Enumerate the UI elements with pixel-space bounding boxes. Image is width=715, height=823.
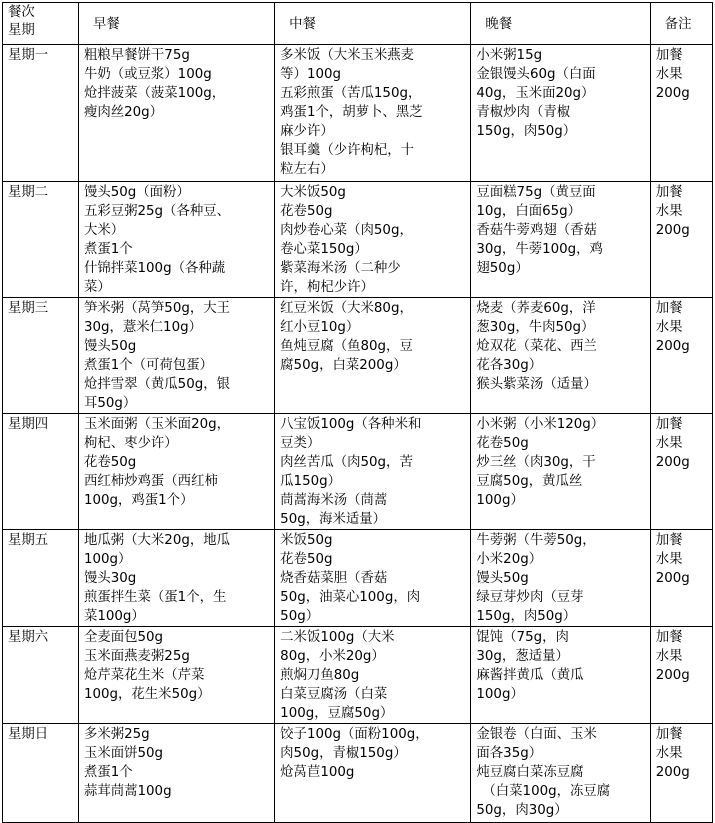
menu-line: 加餐	[655, 727, 683, 742]
menu-line: 粗粮早餐饼干75g	[83, 48, 190, 63]
table-row	[3, 45, 713, 182]
menu-line: 大米）	[83, 223, 125, 238]
lunch-cell	[275, 530, 471, 627]
menu-line: 绿豆芽炒肉（豆芽	[476, 590, 584, 605]
menu-line: 翅50g）	[476, 261, 529, 276]
menu-line: 水果	[655, 649, 683, 664]
menu-line: 麻少许）	[280, 124, 334, 139]
menu-line: 100g，花生米50g）	[83, 687, 211, 702]
menu-line: 花卷50g	[280, 552, 333, 567]
menu-line: 炝莴苣100g	[280, 765, 355, 780]
menu-line: 卷心菜150g）	[280, 242, 368, 257]
menu-line: 肉50g，青椒150g）	[280, 746, 407, 761]
dinner-cell	[471, 298, 650, 414]
menu-line: 加餐	[655, 185, 683, 200]
menu-line: 牛蒡粥（牛蒡50g，	[476, 533, 596, 548]
table-row	[3, 724, 713, 823]
header-row	[3, 3, 713, 45]
menu-line: 豆面糕75g（黄豆面	[476, 185, 596, 200]
menu-line: 50g，油菜心100g，肉	[280, 590, 421, 605]
day-cell: 星期四	[3, 414, 79, 530]
breakfast-cell	[78, 182, 274, 298]
menu-line: 金银卷（白面、玉米	[476, 727, 597, 742]
menu-line: 瘦肉丝20g）	[83, 105, 164, 120]
breakfast-cell	[78, 414, 274, 530]
menu-line: 50g，肉30g）	[476, 803, 568, 818]
menu-line: 小米粥（小米120g）	[476, 417, 605, 432]
menu-line: 100g，鸡蛋1个）	[83, 493, 194, 508]
menu-line: 肉炒卷心菜（肉50g，	[280, 223, 413, 238]
menu-line: 加餐	[655, 533, 683, 548]
menu-line: 豆腐50g，黄瓜丝	[476, 474, 583, 489]
menu-line: 30g，葱适量）	[476, 649, 569, 664]
menu-line: 馒头50g（面粉）	[83, 185, 190, 200]
menu-line: 菜）	[83, 280, 111, 295]
day-cell: 星期三	[3, 298, 79, 414]
note-cell	[650, 724, 712, 823]
table-row	[3, 627, 713, 724]
menu-line: 蒜茸茼蒿100g	[83, 784, 172, 799]
menu-line: 五彩煎蛋（苦瓜150g，	[280, 86, 422, 101]
dinner-cell	[471, 414, 650, 530]
breakfast-cell	[78, 530, 274, 627]
menu-line: 紫菜海米汤（二种少	[280, 261, 401, 276]
day-cell: 星期五	[3, 530, 79, 627]
menu-line: 50g，海米适量）	[280, 512, 387, 527]
menu-line: 五彩豆粥25g（各种豆、	[83, 204, 231, 219]
menu-line: 香菇牛蒡鸡翅（香菇	[476, 223, 597, 238]
menu-line: 馒头50g	[476, 571, 529, 586]
menu-line: 100g）	[476, 687, 524, 702]
menu-line: 花卷50g	[476, 436, 529, 451]
weekly-meal-plan-table	[2, 2, 713, 823]
note-cell	[650, 530, 712, 627]
menu-line: 面各35g）	[476, 746, 543, 761]
note-cell	[650, 627, 712, 724]
menu-line: 100g，豆腐50g）	[280, 706, 394, 721]
menu-line: 煮蛋1个	[83, 765, 133, 780]
menu-line: 花卷50g	[280, 204, 333, 219]
lunch-cell	[275, 724, 471, 823]
lunch-cell	[275, 627, 471, 724]
menu-line: 加餐	[655, 630, 683, 645]
header-dinner: 晚餐	[471, 3, 650, 45]
menu-line: 瓜150g）	[280, 474, 342, 489]
menu-line: 饺子100g（面粉100g，	[280, 727, 429, 742]
menu-line: 加餐	[655, 301, 683, 316]
header-meal-label: 餐次	[8, 5, 35, 20]
day-cell: 星期一	[3, 45, 79, 182]
menu-line: 80g，小米20g）	[280, 649, 385, 664]
header-notes: 备注	[650, 3, 712, 45]
table-body	[3, 45, 713, 823]
lunch-cell	[275, 298, 471, 414]
menu-line: 大米饭50g	[280, 185, 346, 200]
menu-line: 水果	[655, 67, 683, 82]
note-cell	[650, 45, 712, 182]
menu-line: 玉米面燕麦粥25g	[83, 649, 190, 664]
menu-line: 小米20g）	[476, 552, 543, 567]
dinner-cell	[471, 530, 650, 627]
menu-line: 炝拌菠菜（菠菜100g，	[83, 86, 226, 101]
menu-line: 米饭50g	[280, 533, 333, 548]
menu-line: 肉丝苦瓜（肉50g，苦	[280, 455, 413, 470]
menu-line: 二米饭100g（大米	[280, 630, 395, 645]
note-cell	[650, 298, 712, 414]
table-row	[3, 414, 713, 530]
menu-line: 炖豆腐白菜冻豆腐	[476, 765, 584, 780]
menu-line: 炝双花（菜花、西兰	[476, 339, 597, 354]
menu-line: 水果	[655, 436, 683, 451]
breakfast-cell	[78, 627, 274, 724]
menu-line: 煎焖刀鱼80g	[280, 668, 360, 683]
menu-line: 水果	[655, 204, 683, 219]
menu-line: 50g）	[280, 609, 320, 624]
menu-line: 200g	[655, 765, 690, 780]
menu-line: 炝拌雪翠（黄瓜50g，银	[83, 377, 231, 392]
header-breakfast: 早餐	[78, 3, 274, 45]
menu-line: 麻酱拌黄瓜（黄瓜	[476, 668, 584, 683]
menu-line: 馒头30g	[83, 571, 137, 586]
menu-line: 200g	[655, 339, 690, 354]
menu-line: 烧香菇菜胆（香菇	[280, 571, 388, 586]
menu-line: 多米粥25g	[83, 727, 150, 742]
menu-line: 200g	[655, 668, 690, 683]
breakfast-cell	[78, 724, 274, 823]
menu-line: 八宝饭100g（各种米和	[280, 417, 422, 432]
breakfast-cell	[78, 45, 274, 182]
menu-line: 青椒炒肉（青椒	[476, 105, 571, 120]
menu-line: 10g，白面65g）	[476, 204, 582, 219]
day-cell: 星期六	[3, 627, 79, 724]
menu-line: （白菜100g，冻豆腐	[482, 784, 611, 799]
menu-line: 许，枸杞少许）	[280, 280, 374, 295]
menu-line: 全麦面包50g	[83, 630, 164, 645]
menu-line: 茼蒿海米汤（茼蒿	[280, 493, 388, 508]
day-cell: 星期日	[3, 724, 79, 823]
menu-line: 红小豆10g）	[280, 320, 360, 335]
menu-line: 煎蛋拌生菜（蛋1个，生	[83, 590, 227, 605]
menu-line: 花各30g）	[476, 358, 543, 373]
menu-line: 加餐	[655, 48, 683, 63]
menu-line: 炝芹菜花生米（芹菜	[83, 668, 205, 683]
menu-line: 200g	[655, 86, 690, 101]
day-cell: 星期二	[3, 182, 79, 298]
menu-line: 水果	[655, 552, 683, 567]
lunch-cell	[275, 414, 471, 530]
menu-line: 30g，牛蒡100g，鸡	[476, 242, 603, 257]
menu-line: 菜100g）	[83, 609, 145, 624]
menu-line: 花卷50g	[83, 455, 137, 470]
menu-line: 200g	[655, 571, 690, 586]
menu-line: 猴头紫菜汤（适量）	[476, 377, 597, 392]
menu-line: 玉米面饼50g	[83, 746, 164, 761]
menu-line: 笋米粥（莴笋50g，大王	[83, 301, 231, 316]
menu-line: 西红柿炒鸡蛋（西红柿	[83, 474, 218, 489]
menu-line: 馄饨（75g，肉	[476, 630, 569, 645]
table-row	[3, 298, 713, 414]
menu-line: 200g	[655, 455, 690, 470]
menu-line: 30g，薏米仁10g）	[83, 320, 202, 335]
menu-line: 金银馒头60g（白面	[476, 67, 596, 82]
menu-line: 牛奶（或豆浆）100g	[83, 67, 212, 82]
note-cell	[650, 182, 712, 298]
menu-line: 鱼炖豆腐（鱼80g，豆	[280, 339, 413, 354]
menu-line: 烧麦（荞麦60g，洋	[476, 301, 596, 316]
menu-line: 葱30g，牛肉50g）	[476, 320, 595, 335]
lunch-cell	[275, 45, 471, 182]
menu-line: 红豆米饭（大米80g，	[280, 301, 413, 316]
dinner-cell	[471, 724, 650, 823]
menu-line: 200g	[655, 223, 690, 238]
menu-line: 腐50g，白菜200g）	[280, 358, 407, 373]
menu-line: 水果	[655, 746, 683, 761]
table-row	[3, 530, 713, 627]
menu-line: 煮蛋1个	[83, 242, 133, 257]
note-cell	[650, 414, 712, 530]
menu-line: 地瓜粥（大米20g，地瓜	[83, 533, 231, 548]
menu-line: 加餐	[655, 417, 683, 432]
dinner-cell	[471, 182, 650, 298]
header-day-label: 星期	[8, 23, 35, 38]
menu-line: 等）100g	[280, 67, 342, 82]
menu-line: 炒三丝（肉30g，干	[476, 455, 596, 470]
menu-line: 耳50g）	[83, 396, 137, 411]
lunch-cell	[275, 182, 471, 298]
menu-line: 粒左右）	[280, 162, 334, 177]
menu-line: 150g，肉50g）	[476, 124, 577, 139]
menu-line: 150g，肉50g）	[476, 609, 577, 624]
menu-line: 玉米面粥（玉米面20g，	[83, 417, 231, 432]
table-row	[3, 182, 713, 298]
dinner-cell	[471, 627, 650, 724]
menu-line: 40g，玉米面20g）	[476, 86, 595, 101]
menu-line: 豆类）	[280, 436, 321, 451]
menu-line: 小米粥15g	[476, 48, 543, 63]
breakfast-cell	[78, 298, 274, 414]
header-lunch: 中餐	[275, 3, 471, 45]
menu-line: 鸡蛋1个，胡萝卜、黑芝	[280, 105, 423, 120]
menu-line: 什锦拌菜100g（各种蔬	[83, 261, 226, 276]
menu-line: 100g）	[83, 552, 132, 567]
menu-line: 枸杞、枣少许）	[83, 436, 178, 451]
menu-line: 煮蛋1个（可荷包蛋）	[83, 358, 213, 373]
menu-line: 白菜豆腐汤（白菜	[280, 687, 388, 702]
header-corner-cell	[3, 3, 79, 45]
menu-line: 100g）	[476, 493, 524, 508]
menu-line: 多米饭（大米玉米燕麦	[280, 48, 415, 63]
menu-line: 银耳羹（少许枸杞，十	[280, 143, 415, 158]
menu-line: 馒头50g	[83, 339, 137, 354]
dinner-cell	[471, 45, 650, 182]
menu-line: 水果	[655, 320, 683, 335]
